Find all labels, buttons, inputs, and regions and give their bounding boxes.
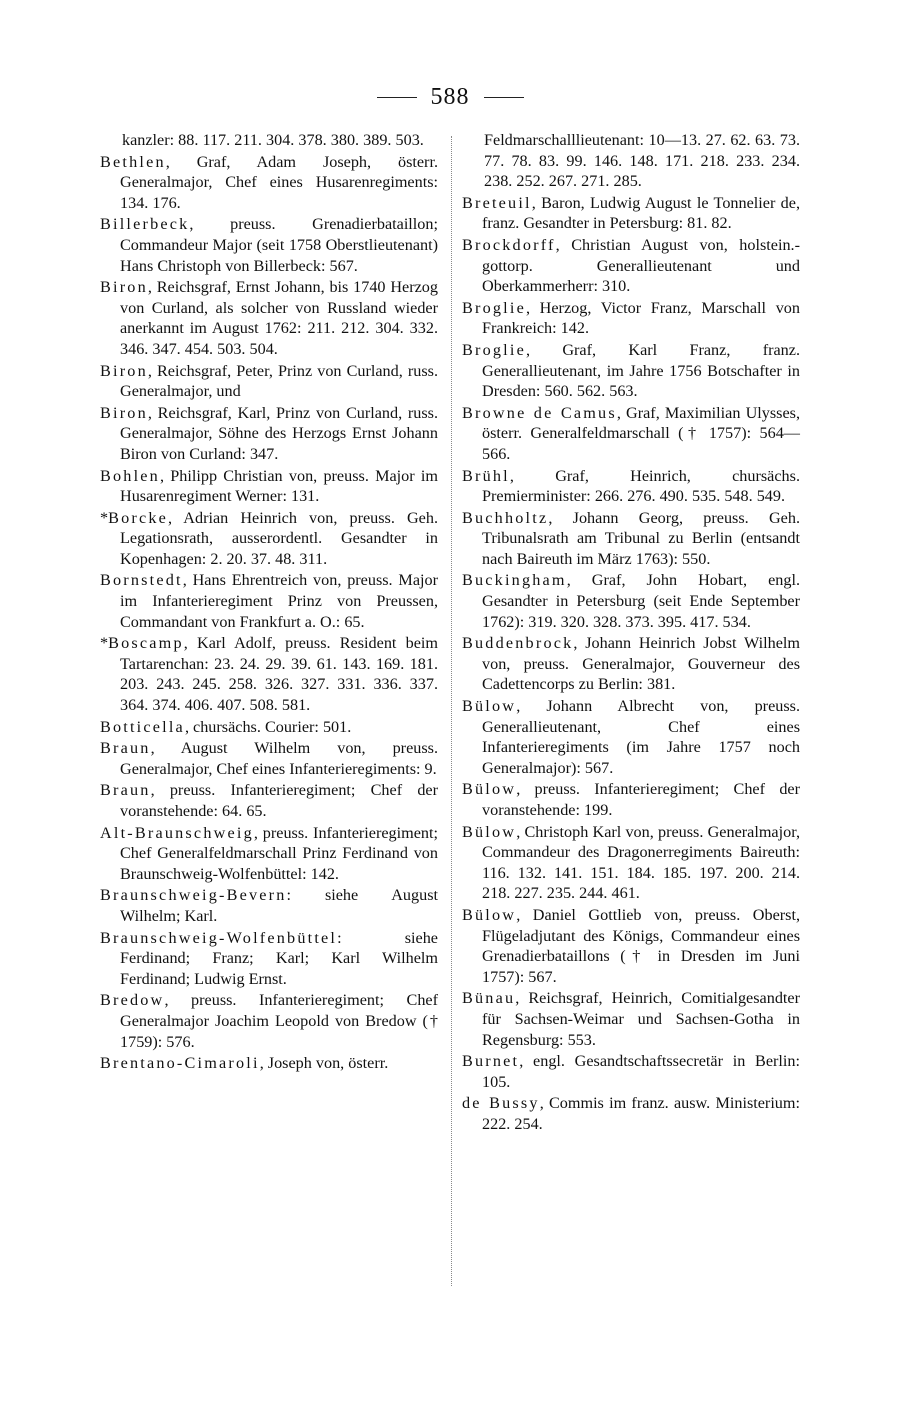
index-entry (100, 508, 438, 570)
index-entry (100, 717, 438, 738)
entry-text: , Christian August von, holstein.-gottorp. Generallieutenant und Oberkammerherr: 310. (482, 235, 800, 296)
entry-name: Bülow (462, 780, 517, 799)
index-entry (100, 928, 438, 990)
entry-text: : siehe August Wilhelm; Karl. (120, 886, 438, 925)
entry-text: , engl. Gesandtschaftssecretär in Berlin: 105. (482, 1052, 800, 1091)
index-entry (100, 990, 438, 1052)
index-entry (100, 885, 438, 926)
entry-text: , Karl Adolf, preuss. Resident beim Tartarenchan: 23. 24. 29. 39. 61. 143. 169. 181. 203. 243. 245. 258. 326. 327. 331. 336. 337. 364. 374. 406. 407. 508. 581. (120, 634, 438, 715)
entry-name: Boscamp (108, 634, 184, 653)
entry-text: , preuss. Infanterieregiment; Chef Generalmajor Joachim Leopold von Bredow († 1759): 576. (120, 991, 438, 1051)
index-entry (462, 1093, 800, 1134)
entry-name: Botticella (100, 717, 185, 736)
entry-name: Browne de Camus (462, 403, 617, 422)
entry-text: Feldmarschalllieutenant: 10—13. 27. 62. 63. 73. 77. 78. 83. 99. 146. 148. 171. 218. 233. 234. 238. 252. 267. 271. 285. (484, 131, 800, 191)
entry-name: Broglie (462, 340, 526, 359)
entry-text: , Commis im franz. ausw. Ministerium: 222. 254. (482, 1094, 800, 1133)
entry-name: Brühl (462, 466, 510, 485)
entry-text: , Reichsgraf, Ernst Johann, bis 1740 Herzog von Curland, als solcher von Russland wieder anerkannt im August 1762: 211. 212. 304. 332. 346. 347. 454. 503. 504. (120, 278, 438, 358)
entry-text: , preuss. Infanterieregiment; Chef Generalfeldmarschall Prinz Ferdinand von Braunschweig-Wolfenbüttel: 142. (120, 823, 438, 883)
header-rule-right (484, 97, 524, 98)
index-entry (462, 905, 800, 987)
index-entry (100, 403, 438, 465)
entry-name: Bredow (100, 991, 165, 1010)
index-entry (100, 738, 438, 779)
entry-name: Buckingham (462, 571, 567, 590)
index-entry (462, 570, 800, 632)
index-entry (100, 152, 438, 214)
entry-text: , Reichsgraf, Heinrich, Comitialgesandter für Sachsen-Weimar und Sachsen-Gotha in Regensburg: 553. (482, 989, 800, 1049)
index-entry (462, 1051, 800, 1092)
entry-name: Burnet (462, 1052, 520, 1071)
entry-text: , Johann Georg, preuss. Geh. Tribunalsrath am Tribunal zu Berlin (entsandt nach Baireuth im März 1763): 550. (482, 508, 800, 568)
entry-text: , Hans Ehrentreich von, preuss. Major im Infanterieregiment Prinz von Preussen, Commandant von Frankfurt a. O.: 65. (120, 571, 438, 631)
entry-text: , preuss. Infanterieregiment; Chef der voranstehende: 64. 65. (120, 781, 438, 820)
index-entry (462, 508, 800, 570)
entry-name: Biron (100, 403, 148, 422)
entry-name: de Bussy (462, 1094, 540, 1113)
entry-name: Bülow (462, 905, 517, 924)
entry-name: Billerbeck (100, 215, 190, 234)
page-header (0, 84, 900, 111)
entry-text: , Graf, Karl Franz, franz. Generallieutenant, im Jahre 1756 Botschafter in Dresden: 560. 562. 563. (482, 340, 800, 401)
index-entry (100, 361, 438, 402)
index-entry (100, 1053, 438, 1074)
index-entry (100, 633, 438, 715)
index-entry (462, 235, 800, 297)
entry-name: Borcke (108, 508, 169, 527)
entry-text: , Johann Albrecht von, preuss. Generallieutenant, Chef eines Infanterieregiments (im Jahre 1757 noch Generalmajor): 567. (482, 697, 800, 777)
entry-text: , Reichsgraf, Peter, Prinz von Curland, russ. Generalmajor, und (120, 361, 438, 401)
entry-text: , Graf, Heinrich, chursächs. Premierminister: 266. 276. 490. 535. 548. 549. (482, 466, 800, 506)
entry-text: , Johann Heinrich Jobst Wilhelm von, preuss. Generalmajor, Gouverneur des Cadettencorps zu Berlin: 381. (482, 634, 800, 694)
entry-text: , Daniel Gottlieb von, preuss. Oberst, Flügeladjutant des Königs, Commandeur eines Grenadierbataillons († in Dresden im Juni 1757): 567. (482, 905, 800, 986)
index-entry (100, 466, 438, 507)
index-entry (100, 823, 438, 885)
entry-name: Bohlen (100, 466, 160, 485)
index-entry (462, 298, 800, 339)
entry-name: Broglie (462, 298, 526, 317)
entry-name: Braun (100, 781, 151, 800)
entry-name: Braun (100, 739, 151, 758)
index-entry (462, 130, 800, 192)
entry-name: Biron (100, 361, 148, 380)
entry-text: , Graf, John Hobart, engl. Gesandter in Petersburg (seit Ende September 1762): 319. 320. 328. 373. 395. 417. 534. (482, 571, 800, 631)
entry-name: Buchholtz (462, 508, 549, 527)
entry-text: , Reichsgraf, Karl, Prinz von Curland, russ. Generalmajor, Söhne des Herzogs Ernst Johann Biron von Curland: 347. (120, 403, 438, 463)
entry-name: Brentano-Cimaroli (100, 1054, 260, 1073)
index-entry (100, 214, 438, 276)
entry-name: Brockdorff (462, 235, 556, 254)
asterisk-mark: * (100, 634, 109, 653)
entry-name: Alt-Braunschweig (100, 823, 254, 842)
entry-name: Biron (100, 278, 148, 297)
page-number: 588 (430, 84, 470, 110)
index-entry (462, 633, 800, 695)
entry-text: , Graf, Adam Joseph, österr. Generalmajor, Chef eines Husarenregiments: 134. 176. (120, 152, 438, 212)
entry-text: kanzler: 88. 117. 211. 304. 378. 380. 389. 503. (122, 131, 424, 149)
entry-text: : siehe Ferdinand; Franz; Karl; Karl Wilhelm Ferdinand; Ludwig Ernst. (120, 928, 438, 988)
entry-text: , Philipp Christian von, preuss. Major im Husarenregiment Werner: 131. (120, 466, 438, 506)
entry-text: , Christoph Karl von, preuss. Generalmajor, Commandeur des Dragonerregiments Baireuth: 116. 132. 141. 151. 184. 185. 197. 200. 214. 218. 227. 235. 244. 461. (482, 822, 800, 903)
entry-name: Bornstedt (100, 571, 183, 590)
index-column-left (100, 130, 438, 1075)
entry-text: , preuss. Infanterieregiment; Chef der voranstehende: 199. (482, 780, 800, 819)
index-entry (462, 193, 800, 234)
index-entry (100, 277, 438, 359)
entry-name: Buddenbrock (462, 634, 574, 653)
entry-text: , preuss. Grenadierbataillon; Commandeur Major (seit 1758 Oberstlieutenant) Hans Christoph von Billerbeck: 567. (120, 215, 438, 275)
entry-text: , Baron, Ludwig August le Tonnelier de, franz. Gesandter in Petersburg: 81. 82. (482, 193, 800, 233)
index-entry (100, 130, 438, 151)
index-entry (462, 779, 800, 820)
entry-name: Bülow (462, 697, 517, 716)
entry-text: , Joseph von, österr. (259, 1054, 389, 1073)
entry-name: Breteuil (462, 193, 532, 212)
entry-text: , Adrian Heinrich von, preuss. Geh. Legationsrath, ausserordentl. Gesandter in Kopenhagen: 2. 20. 37. 48. 311. (120, 508, 438, 568)
entry-name: Braunschweig-Bevern (100, 886, 287, 905)
index-column-right (462, 130, 800, 1136)
entry-name: Braunschweig-Wolfenbüttel (100, 928, 338, 947)
index-entry (462, 696, 800, 778)
index-entry (100, 570, 438, 632)
index-entry (462, 340, 800, 402)
entry-name: Bünau (462, 989, 516, 1008)
asterisk-mark: * (100, 508, 109, 527)
entry-text: , Graf, Maximilian Ulysses, österr. Generalfeldmarschall († 1757): 564—566. (482, 403, 800, 463)
header-rule-left (377, 97, 417, 98)
column-divider (451, 136, 452, 1286)
entry-text: , August Wilhelm von, preuss. Generalmajor, Chef eines Infanterieregiments: 9. (120, 739, 438, 778)
index-entry (462, 822, 800, 904)
entry-name: Bethlen (100, 152, 166, 171)
entry-text: , Herzog, Victor Franz, Marschall von Frankreich: 142. (482, 298, 800, 338)
entry-name: Bülow (462, 822, 517, 841)
index-entry (100, 780, 438, 821)
index-entry (462, 988, 800, 1050)
index-entry (462, 466, 800, 507)
entry-text: , chursächs. Courier: 501. (184, 717, 352, 736)
index-entry (462, 403, 800, 465)
